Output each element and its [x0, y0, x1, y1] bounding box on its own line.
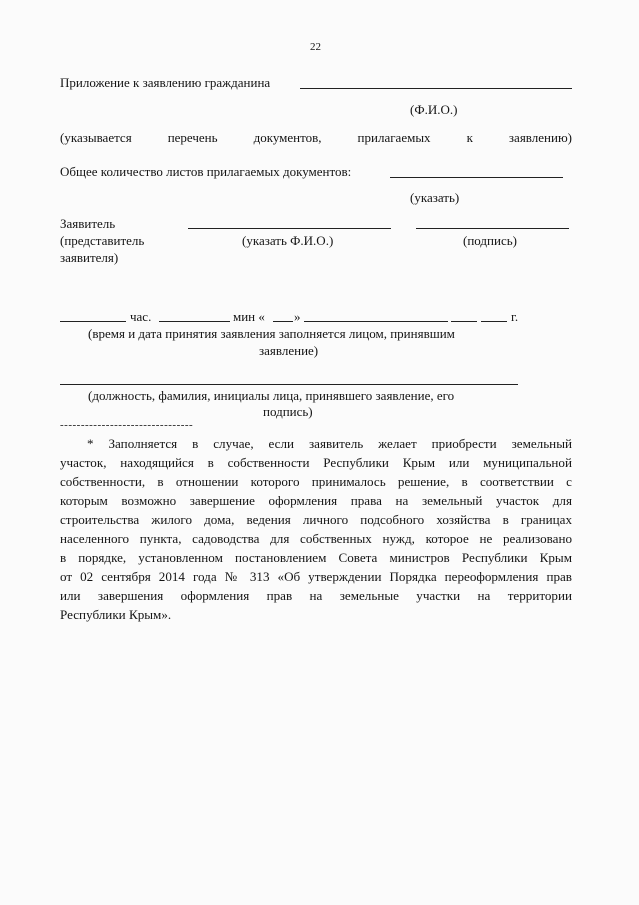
hours-label: час.	[130, 309, 152, 324]
day-blank	[273, 321, 293, 322]
sheets-count-blank	[390, 177, 563, 178]
time-note-line1: (время и дата принятия заявления заполняется лицом, принявшим	[88, 326, 455, 341]
applicant-label: Заявитель	[60, 216, 116, 231]
documents-note-word: к	[466, 130, 473, 145]
footnote-line: Республики Крым».	[60, 607, 172, 622]
documents-note	[60, 131, 572, 144]
footnote-line: населенного пункта, садоводства для собственных нужд, которое не реализовано	[60, 531, 572, 546]
fio-hint: (Ф.И.О.)	[410, 102, 458, 117]
page-number: 22	[310, 41, 321, 53]
documents-note-word: документов,	[253, 130, 322, 145]
applicant-name-blank	[300, 88, 572, 89]
time-note-line2: заявление)	[259, 343, 319, 358]
footnote-line: собственности, в отношении которого принималось решение, в соответствии с	[60, 474, 572, 489]
minutes-label: мин «	[233, 309, 265, 324]
quote-close: »	[294, 309, 301, 324]
footnote-line: * Заполняется в случае, если заявитель желает приобрести земельный	[87, 436, 572, 451]
documents-note-word: перечень	[167, 130, 218, 145]
footnote-line: от 02 сентября 2014 года № 313 «Об утверждении Порядка переоформления прав	[60, 569, 572, 584]
official-note-line1: (должность, фамилия, инициалы лица, принявшего заявление, его	[88, 388, 455, 403]
footnote-separator: --------------------------------	[60, 419, 194, 431]
hours-blank	[60, 321, 126, 322]
footnote-paragraph	[60, 434, 572, 624]
applicant-fio-blank	[188, 228, 391, 229]
documents-note-word: прилагаемых	[357, 130, 431, 145]
footnote-line: в порядке, установленном постановлением Совета министров Республики Крым	[60, 550, 572, 565]
documents-note-word: (указывается	[60, 130, 132, 145]
year-blank-1	[451, 321, 477, 322]
official-blank	[60, 384, 518, 385]
minutes-blank	[159, 321, 230, 322]
year-blank-2	[481, 321, 507, 322]
official-note-line2: подпись)	[263, 404, 313, 419]
applicant-signature-blank	[416, 228, 569, 229]
year-label: г.	[511, 309, 519, 324]
footnote-line: или завершения оформления прав на земельные участки на территории	[60, 588, 572, 603]
month-blank	[304, 321, 448, 322]
footnote-line: которым возможно завершение оформления права на земельный участок для	[60, 493, 572, 508]
sheets-hint: (указать)	[410, 190, 460, 205]
sheets-label: Общее количество листов прилагаемых документов:	[60, 164, 352, 179]
documents-note-word: заявлению)	[508, 130, 572, 145]
applicant-signature-hint: (подпись)	[463, 233, 517, 248]
footnote-line: участок, находящийся в собственности Республики Крым или муниципальной	[60, 455, 572, 470]
applicant-representative: (представитель	[60, 233, 145, 248]
applicant-representative-2: заявителя)	[60, 250, 119, 265]
applicant-fio-hint: (указать Ф.И.О.)	[242, 233, 334, 248]
appendix-label: Приложение к заявлению гражданина	[60, 75, 271, 90]
footnote-line: строительства жилого дома, ведения личного подсобного хозяйства в границах	[60, 512, 572, 527]
